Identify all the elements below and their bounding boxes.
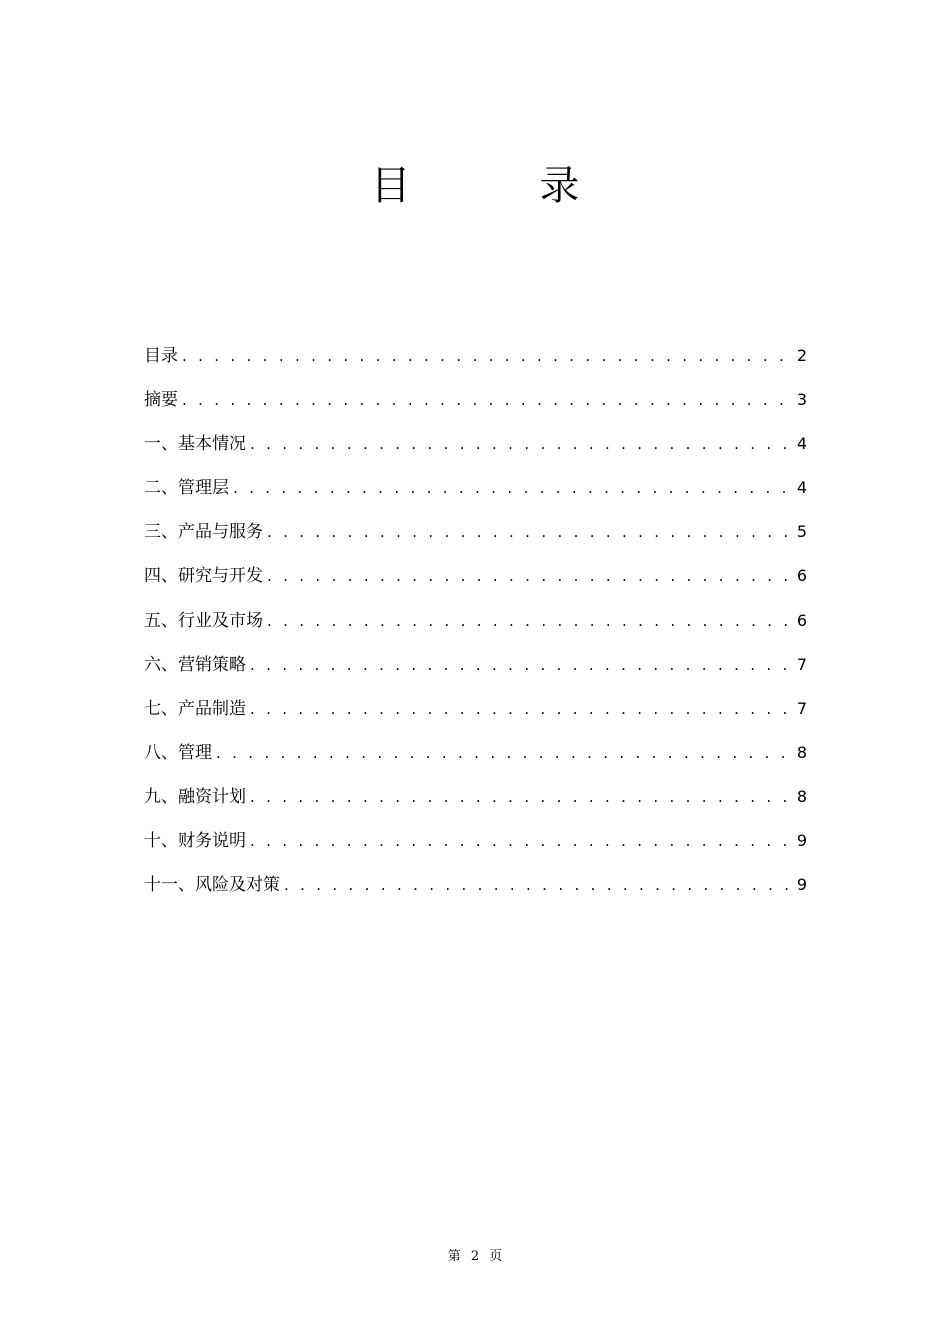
toc-entry-risks-countermeasures[interactable]	[144, 871, 807, 915]
footer-suffix: 页	[489, 1249, 503, 1264]
toc-entry-page: 9	[796, 875, 807, 895]
toc-entry-label: 十、财务说明	[144, 831, 246, 852]
toc-entry-industry-market[interactable]	[144, 607, 807, 651]
toc-dot-leader	[250, 651, 791, 679]
toc-entry-label: 七、产品制造	[144, 698, 246, 719]
toc-dot-leader	[250, 827, 791, 855]
footer-prefix: 第	[447, 1249, 461, 1264]
toc-entry-page: 2	[796, 346, 807, 365]
toc-entry-label: 二、管理层	[144, 478, 229, 499]
toc-entry-page: 8	[796, 786, 807, 806]
toc-entry-page: 4	[796, 434, 807, 454]
toc-entry-page: 7	[796, 698, 807, 718]
toc-entry-label: 九、融资计划	[144, 786, 246, 807]
toc-entry-page: 4	[796, 478, 807, 498]
toc-dot-leader	[267, 518, 791, 546]
toc-entry-page: 7	[796, 654, 807, 674]
toc-entry-abstract[interactable]	[144, 386, 807, 430]
toc-entry-management[interactable]	[144, 739, 807, 783]
toc-entry-page: 6	[796, 610, 807, 630]
toc-entry-research-development[interactable]	[144, 562, 807, 606]
page-title: 目 录	[370, 163, 638, 209]
toc-entry-label: 八、管理	[144, 742, 212, 763]
toc-entry-label: 一、基本情况	[144, 434, 246, 455]
toc-entry-label: 四、研究与开发	[144, 566, 263, 587]
toc-dot-leader	[250, 430, 791, 458]
toc-entry-financing-plan[interactable]	[144, 783, 807, 827]
toc-dot-leader	[250, 695, 791, 723]
toc-entry-page: 6	[796, 566, 807, 586]
toc-dot-leader	[267, 607, 791, 635]
toc-entry-label: 六、营销策略	[144, 654, 246, 675]
toc-entry-page: 3	[796, 390, 807, 410]
table-of-contents	[144, 342, 807, 915]
toc-entry-financial-statement[interactable]	[144, 827, 807, 871]
toc-entry-summary-of-contents[interactable]	[144, 342, 807, 386]
toc-dot-leader	[182, 386, 791, 414]
toc-dot-leader	[233, 474, 791, 502]
toc-entry-management-team[interactable]	[144, 474, 807, 518]
toc-entry-label: 三、产品与服务	[144, 522, 263, 543]
page-footer	[0, 1247, 950, 1267]
toc-entry-page: 9	[796, 831, 807, 851]
toc-dot-leader	[216, 739, 791, 767]
toc-entry-marketing-strategy[interactable]	[144, 651, 807, 695]
toc-entry-label: 十一、风险及对策	[144, 875, 280, 896]
toc-dot-leader	[284, 871, 791, 899]
toc-dot-leader	[182, 342, 791, 370]
toc-entry-label: 五、行业及市场	[144, 610, 263, 631]
toc-entry-page: 8	[796, 742, 807, 762]
toc-entry-label: 摘要	[144, 390, 178, 411]
toc-entry-basic-info[interactable]	[144, 430, 807, 474]
toc-entry-page: 5	[796, 522, 807, 542]
toc-entry-manufacturing[interactable]	[144, 695, 807, 739]
footer-page-number: 2	[470, 1249, 480, 1264]
toc-dot-leader	[267, 562, 791, 590]
toc-entry-products-services[interactable]	[144, 518, 807, 562]
toc-entry-label: 目录	[144, 346, 178, 366]
toc-dot-leader	[250, 783, 791, 811]
